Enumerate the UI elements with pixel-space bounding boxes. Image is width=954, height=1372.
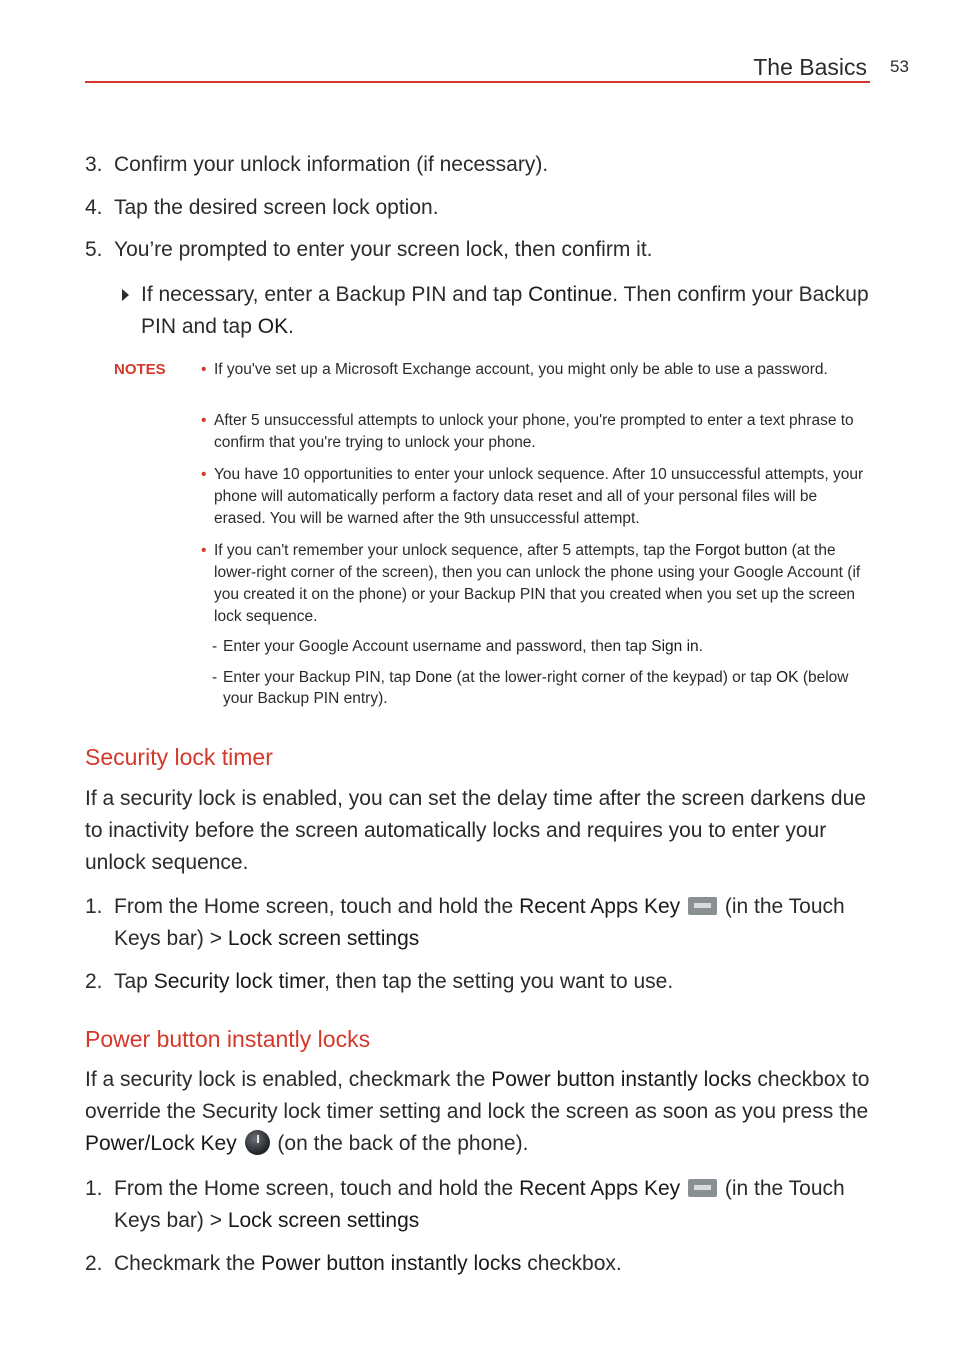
step-4 xyxy=(85,192,875,224)
timer-step-1 xyxy=(85,891,875,955)
note-text: If you've set up a Microsoft Exchange account, you might only be able to use a password. xyxy=(214,361,828,378)
security-lock-timer-label: Security lock timer xyxy=(153,970,325,993)
power-button-instantly-locks-label: Power button instantly locks xyxy=(261,1252,522,1275)
step-5 xyxy=(85,234,875,266)
note-item xyxy=(201,540,866,628)
note-item xyxy=(201,359,866,381)
continue-label: Continue xyxy=(528,283,613,306)
section-title: The Basics xyxy=(753,54,867,80)
lock-screen-settings-label: Lock screen settings xyxy=(227,927,420,950)
bullet-dot: • xyxy=(201,412,207,429)
note-subitem: - Enter your Backup PIN, tap Done (at the lower-right corner of the keypad) or tap OK (below your Backup PIN entry). xyxy=(212,667,862,709)
ok-label: OK xyxy=(776,669,799,686)
power-button-locks-heading: Power button instantly locks xyxy=(85,1026,371,1052)
header-divider xyxy=(85,81,870,83)
power-lock-key-label: Power/Lock Key xyxy=(85,1132,237,1155)
step-number: 3. xyxy=(85,153,103,176)
sign-in-label: Sign in xyxy=(651,638,699,655)
step-text: You’re prompted to enter your screen lock, then confirm it. xyxy=(114,238,653,261)
bullet-text: If necessary, enter a Backup PIN and tap Continue. Then confirm your Backup PIN and tap OK. xyxy=(141,283,869,338)
step-number: 1. xyxy=(85,1177,103,1200)
power-step-1 xyxy=(85,1173,875,1237)
step-number: 5. xyxy=(85,238,103,261)
step-text: From the Home screen, touch and hold the Recent Apps Key (in the Touch Keys bar) > Lock screen settings xyxy=(114,895,845,950)
recent-apps-key-icon xyxy=(688,1179,717,1197)
backup-pin-bullet xyxy=(120,279,880,343)
security-lock-timer-heading: Security lock timer xyxy=(85,744,273,770)
power-lock-paragraph: If a security lock is enabled, checkmark the Power button instantly locks checkbox to override the Security lock timer setting and lock the screen as soon as you press the Power/Lock Key (on the back of the phone). xyxy=(85,1068,870,1155)
page-number: 53 xyxy=(890,57,909,76)
note-text: You have 10 opportunities to enter your unlock sequence. After 10 unsuccessful attempts, your phone will automatically perform a factory data reset and all of your personal files will be erased. You will be warned after the 9th unsuccessful attempt. xyxy=(214,466,864,527)
bullet-dot: • xyxy=(201,466,207,483)
step-number: 1. xyxy=(85,895,103,918)
forgot-button-label: Forgot button xyxy=(695,542,788,559)
note-item xyxy=(201,464,866,530)
recent-apps-key-icon xyxy=(688,897,717,915)
timer-step-2 xyxy=(85,966,875,998)
note-text: If you can't remember your unlock sequence, after 5 attempts, tap the Forgot button (at the lower-right corner of the screen), then you can unlock the phone using your Google Account (if you created it on the phone) or your Backup PIN that you created when you set up the screen lock sequence. xyxy=(214,542,861,625)
bullet-dot: • xyxy=(201,361,207,378)
power-step-2 xyxy=(85,1248,875,1280)
done-label: Done xyxy=(415,669,453,686)
note-item xyxy=(201,410,866,454)
step-text: From the Home screen, touch and hold the Recent Apps Key (in the Touch Keys bar) > Lock screen settings xyxy=(114,1177,845,1232)
step-number: 2. xyxy=(85,970,103,993)
ok-label: OK xyxy=(257,315,289,338)
step-number: 4. xyxy=(85,196,103,219)
step-text: Checkmark the Power button instantly locks checkbox. xyxy=(114,1252,622,1275)
power-button-instantly-locks-label: Power button instantly locks xyxy=(491,1068,752,1091)
step-text: Confirm your unlock information (if necessary). xyxy=(114,153,549,176)
bullet-dot: • xyxy=(201,542,207,559)
note-text: After 5 unsuccessful attempts to unlock your phone, you're prompted to enter a text phrase to confirm that you're trying to unlock your phone. xyxy=(214,412,854,451)
power-lock-key-icon xyxy=(245,1130,270,1155)
security-timer-paragraph: If a security lock is enabled, you can set the delay time after the screen darkens due to inactivity before the screen automatically locks and requires you to enter your unlock sequence. xyxy=(85,787,866,874)
note-subitem-text: Enter your Backup PIN, tap Done (at the lower-right corner of the keypad) or tap OK (below your Backup PIN entry). xyxy=(223,669,849,707)
recent-apps-key-label: Recent Apps Key xyxy=(519,1177,681,1200)
note-subitem-text: Enter your Google Account username and password, then tap Sign in. xyxy=(223,638,703,655)
step-3 xyxy=(85,149,875,181)
recent-apps-key-label: Recent Apps Key xyxy=(519,895,681,918)
step-text: Tap Security lock timer, then tap the setting you want to use. xyxy=(114,970,674,993)
triangle-right-icon xyxy=(122,289,129,301)
note-subitem: - Enter your Google Account username and password, then tap Sign in. xyxy=(212,636,862,657)
notes-label: NOTES xyxy=(114,361,166,378)
step-text: Tap the desired screen lock option. xyxy=(114,196,439,219)
lock-screen-settings-label: Lock screen settings xyxy=(227,1209,420,1232)
step-number: 2. xyxy=(85,1252,103,1275)
